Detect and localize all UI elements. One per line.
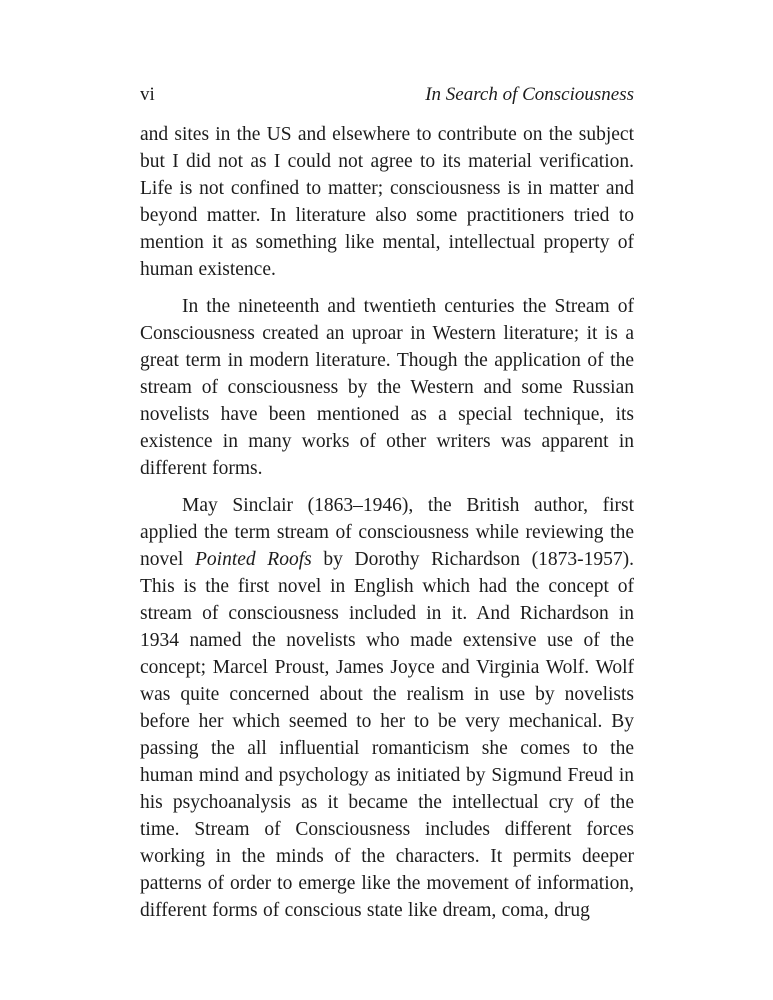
paragraph-3-text-after: by Dorothy Richardson (1873-1957). This is the first novel in English which had the concept of stream of consciousness included in it. And Richardson in 1934 named the novelists who made extensive use of the concept; Marcel Proust, James Joyce and Virginia Wolf. Wolf was quite concerned about the realism in use by novelists before her which seemed to her to be very mechanical. By passing the all influential romanticism she comes to the human mind and psychology as initiated by Sigmund Freud in his psychoanalysis as it became the intellectual cry of the time. Stream of Consciousness includes different forces working in the minds of the characters. It permits deeper patterns of order to emerge like the movement of information, different forms of conscious state like dream, coma, drug xyxy=(140,549,634,921)
page-content xyxy=(140,84,634,934)
running-header xyxy=(140,84,634,106)
book-title-italic: Pointed Roofs xyxy=(194,549,312,570)
body-text xyxy=(140,121,634,924)
paragraph-1: and sites in the US and elsewhere to contribute on the subject but I did not as I could not agree to its material verification. Life is not confined to matter; consciousness is in matter and beyond matter. In literature also some practitioners tried to mention it as something like mental, intellectual property of human existence. xyxy=(140,124,634,280)
page-number: vi xyxy=(140,84,155,105)
running-title: In Search of Consciousness xyxy=(425,84,634,105)
paragraph-2: In the nineteenth and twentieth centuries the Stream of Consciousness created an uproar in Western literature; it is a great term in modern literature. Though the application of the stream of consciousness by the Western and some Russian novelists have been mentioned as a special technique, its existence in many works of other writers was apparent in different forms. xyxy=(140,296,634,479)
paragraph-3 xyxy=(140,492,634,924)
paragraph-3-text-before: May Sinclair (1863–1946), the British author, first applied the term stream of consciousness while reviewing the novel xyxy=(140,495,634,570)
